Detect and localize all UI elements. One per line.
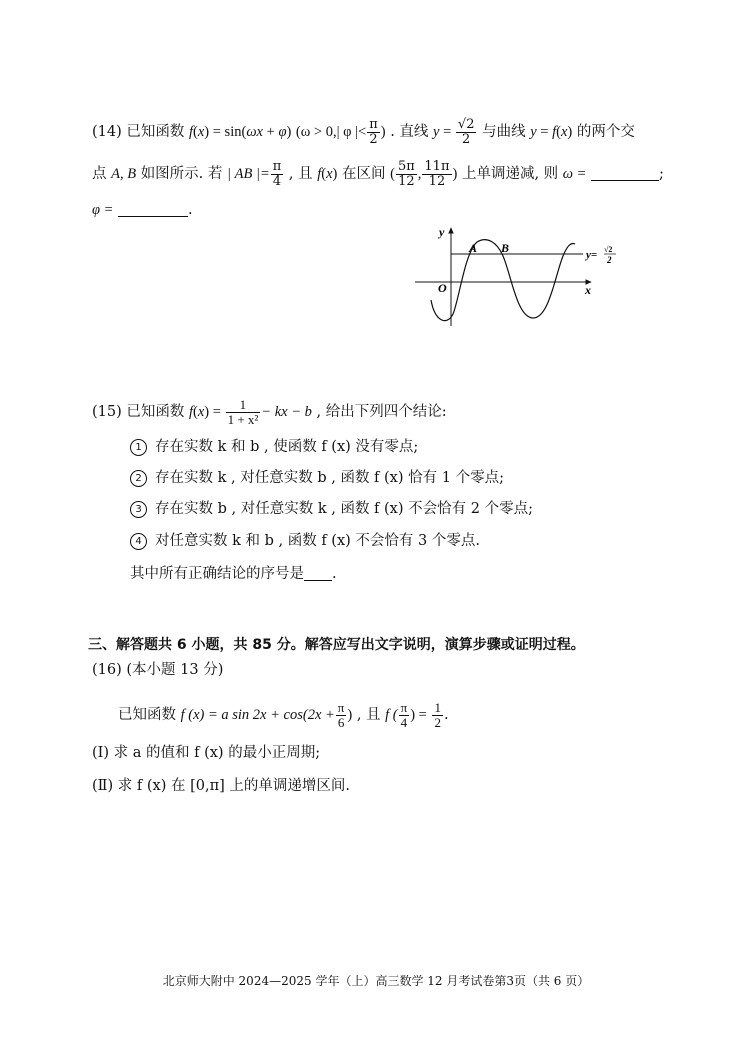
q15-item-2: 2 存在实数 k , 对任意实数 b , 函数 f (x) 恰有 1 个零点; <box>130 467 504 489</box>
q14-cond-fraction: $\frac{\pi}{2}$ <box>369 116 378 147</box>
q14-text: 已知函数 <box>126 124 185 140</box>
q15-answer-blank <box>304 566 332 582</box>
q16-one-half: $\frac{1}{2}$ <box>434 699 441 730</box>
q15-line1: (15) 已知函数 f(x) = $\frac{1}{\text{1 + x²}}$ − kx − b , 给出下列四个结论: <box>92 396 447 427</box>
q14-phi-blank <box>118 202 188 218</box>
q15-item-3: 3 存在实数 b , 对任意实数 k , 函数 f (x) 不会恰有 2 个零点; <box>130 498 533 520</box>
section-3-title: 三、解答题共 6 小题，共 85 分。解答应写出文字说明，演算步骤或证明过程。 <box>88 637 585 653</box>
q16-number: (16) <box>92 662 122 678</box>
q14-line-fraction: $\frac{√2}{2}$ <box>457 116 475 147</box>
q14-omega-blank <box>591 166 659 182</box>
q15-item-1: 1 存在实数 k 和 b , 使函数 f (x) 没有零点; <box>130 436 418 458</box>
q14-graph <box>405 222 625 332</box>
circled-number-2: 2 <box>130 470 147 487</box>
q15-fraction: $\frac{1}{\text{1 + x²}}$ <box>227 396 259 427</box>
q16-part-2: (Ⅱ) 求 f (x) 在 [0,π] 上的单调递增区间. <box>92 778 350 794</box>
q14-condition: (ω > 0,| φ |< <box>295 124 367 140</box>
q14-line2: 点 A, B 如图所示. 若 | AB |= $\frac{\pi}{4}$ , 且 f(x) 在区间 ( $\frac{5\pi}{12}$ , $\frac{11\pi}{12}$ ) 上单调递减, 则 ω = ; <box>92 158 664 189</box>
q16-score: (本小题 13 分) <box>126 662 224 678</box>
q15-number: (15) <box>92 404 122 420</box>
graph-y-label: y <box>439 225 445 239</box>
q14-line3: φ = . <box>92 202 193 218</box>
circled-number-1: 1 <box>130 439 147 456</box>
q15-question: 其中所有正确结论的序号是 . <box>130 566 337 582</box>
q14-function: f <box>188 124 194 140</box>
circled-number-4: 4 <box>130 533 147 550</box>
q14-interval-left: $\frac{5\pi}{12}$ <box>397 158 415 189</box>
q16-pi-over-4: $\frac{\pi}{4}$ <box>400 699 408 730</box>
graph-point-b: B <box>501 241 510 255</box>
q16-pi-over-6: $\frac{\pi}{6}$ <box>337 699 345 730</box>
q16-part-1: (Ⅰ) 求 a 的值和 f (x) 的最小正周期; <box>92 745 321 761</box>
q16-header <box>92 659 223 681</box>
graph-line-sqrt2: √2 <box>604 245 613 254</box>
graph-point-a: A <box>469 241 478 255</box>
q14-ab-fraction: $\frac{\pi}{4}$ <box>272 158 282 189</box>
q14-number: (14) <box>92 124 122 140</box>
q14-points: A, B <box>111 166 137 182</box>
q14-line1: (14) 已知函数 f(x) = sin(ωx + φ) (ω > 0,| φ |< $\frac{\pi}{2}$ ) . 直线 y = $\frac{√2}{2}$ 与曲线 y = f(x) 的两个交 <box>92 116 635 147</box>
graph-origin-label: O <box>438 281 447 295</box>
q14-interval-right: $\frac{11\pi}{12}$ <box>424 158 450 189</box>
q16-statement: 已知函数 f (x) = a sin 2x + cos(2x + $\frac{\pi}{6}$ ) , 且 f ( $\frac{\pi}{4}$ ) = $\frac{1}{2}$ . <box>118 699 449 730</box>
graph-line-label: y= <box>586 249 598 261</box>
q15-item-4: 4 对任意实数 k 和 b , 函数 f (x) 不会恰有 3 个零点. <box>130 530 480 552</box>
page-footer: 北京师大附中 2024—2025 学年（上）高三数学 12 月考试卷第3页（共 6 页） <box>162 974 590 988</box>
circled-number-3: 3 <box>130 501 147 518</box>
graph-x-label: x <box>585 283 591 297</box>
graph-line-two: 2 <box>607 255 612 265</box>
